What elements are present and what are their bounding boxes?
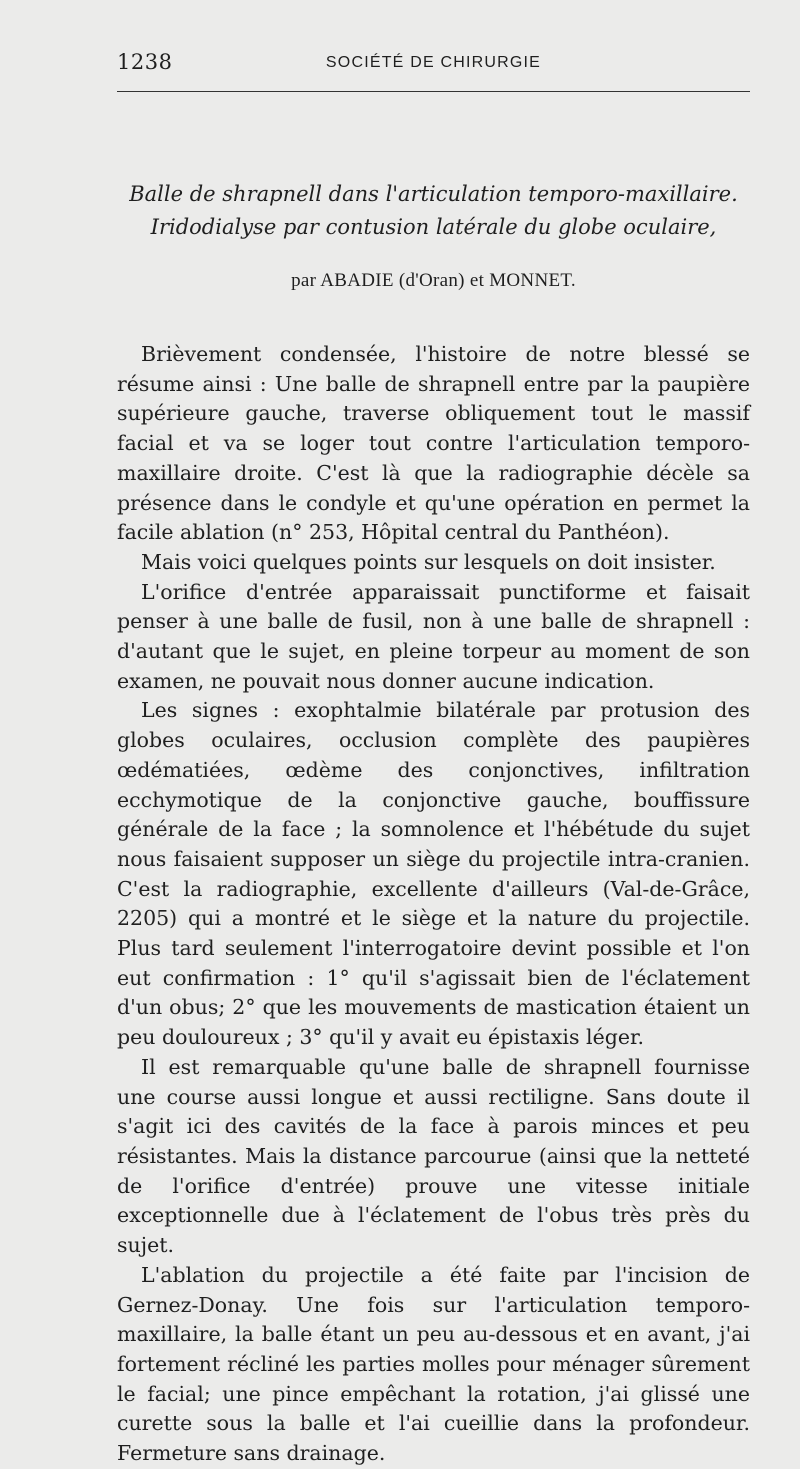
- byline: par ABADIE (d'Oran) et MONNET.: [291, 270, 576, 291]
- title-line-2: Iridodialyse par contusion latérale du globe oculaire,: [150, 215, 717, 239]
- paragraph: Brièvement condensée, l'histoire de notre blessé se résume ainsi : Une balle de shrapnell entre par la paupière supérieure gauche, traverse obliquement tout le massif facial et va se loger tout contre l'articulation temporo-maxillaire droite. C'est là que la radiographie décèle sa présence dans le condyle et qu'une opération en permet la facile ablation (n° 253, Hôpital central du Panthéon).: [117, 342, 750, 545]
- paragraph: Les signes : exophtalmie bilatérale par protusion des globes oculaires, occlusion complète des paupières œdématiées, œdème des conjonctives, infiltration ecchymotique de la conjonctive gauche, bouffissure générale de la face ; la somnolence et l'hébétude du sujet nous faisaient supposer un siège du projectile intra-cranien. C'est la radiographie, excellente d'ailleurs (Val-de-Grâce, 2205) qui a montré et le siège et la nature du projectile. Plus tard seulement l'interrogatoire devint possible et l'on eut confirmation : 1° qu'il s'agissait bien de l'éclatement d'un obus; 2° que les mouvements de mastication étaient un peu douloureux ; 3° qu'il y avait eu épistaxis léger.: [117, 698, 750, 1050]
- paragraph: L'ablation du projectile a été faite par l'incision de Gernez-Donay. Une fois sur l'articulation temporo-maxillaire, la balle étant un peu au-dessous et en avant, j'ai fortement récliné les parties molles pour ménager sûrement le facial; une pince empêchant la rotation, j'ai glissé une curette sous la balle et l'ai cueillie dans la profondeur. Fermeture sans drainage.: [117, 1262, 750, 1466]
- paragraph: Mais voici quelques points sur lesquels on doit insister.: [141, 549, 716, 574]
- article-title: [117, 178, 750, 244]
- body-text: [117, 340, 750, 1469]
- paragraph: Il est remarquable qu'une balle de shrapnell fournisse une course aussi longue et aussi rectiligne. Sans doute il s'agit ici des cavités de la face à parois minces et peu résistantes. Mais la distance parcourue (ainsi que la netteté de l'orifice d'entrée) prouve une vitesse initiale exceptionnelle due à l'éclatement de l'obus très près du sujet.: [117, 1054, 750, 1258]
- paragraph: L'orifice d'entrée apparaissait punctiforme et faisait penser à une balle de fusil, non à une balle de shrapnell : d'autant que le sujet, en pleine torpeur au moment de son examen, ne pouvait nous donner aucune indication.: [117, 579, 750, 693]
- page-number: 1238: [117, 50, 173, 74]
- header-rule: [117, 91, 750, 92]
- page-header: [117, 50, 750, 78]
- title-line-1: Balle de shrapnell dans l'articulation temporo-maxillaire.: [129, 182, 738, 206]
- running-head: SOCIÉTÉ DE CHIRURGIE: [325, 54, 542, 71]
